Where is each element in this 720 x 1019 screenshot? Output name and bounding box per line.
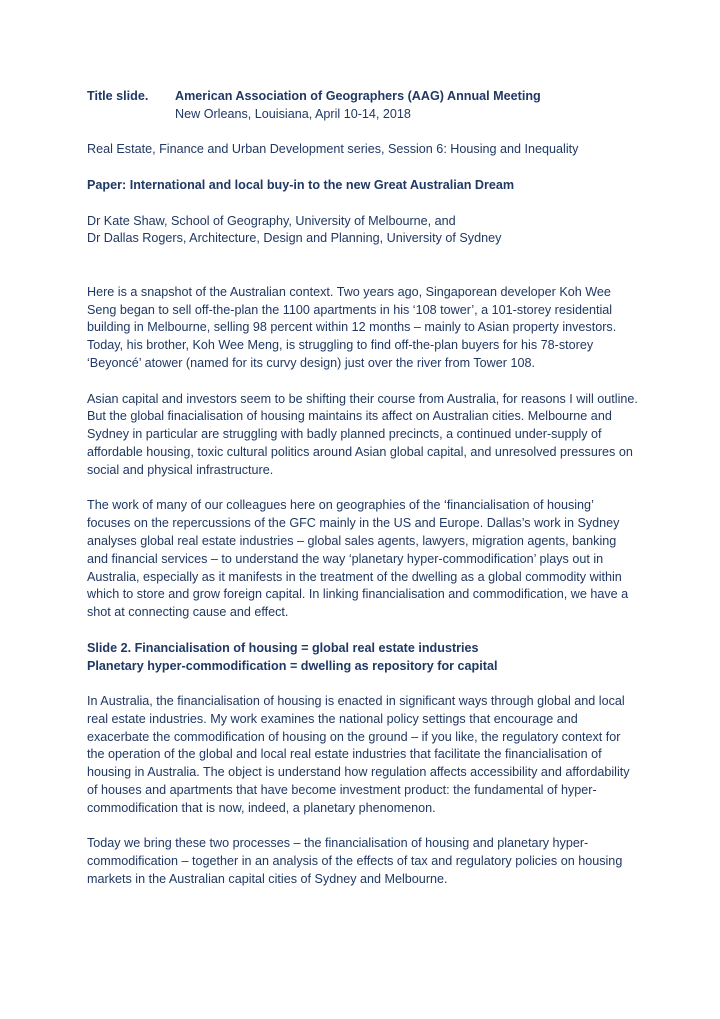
- title-slide-block: [87, 88, 639, 124]
- slide2-heading: [87, 640, 639, 676]
- meeting-location: New Orleans, Louisiana, April 10-14, 2018: [175, 106, 411, 121]
- document-body: [87, 88, 639, 907]
- slide2-heading-line: Planetary hyper-commodification = dwelling as repository for capital: [87, 658, 498, 673]
- body-paragraph: The work of many of our colleagues here on geographies of the ‘financialisation of housing’ focuses on the repercussions of the GFC mainly in the US and Europe. Dallas’s work in Sydney analyses global real estate industries – global sales agents, lawyers, migration agents, banking and financial services – to understand the way ‘planetary hyper-commodification’ plays out in Australia, especially as it manifests in the treatment of the dwelling as a global commodity within which to store and grow foreign capital. In linking financialisation and commodification, we have a shot at connecting cause and effect.: [87, 498, 629, 620]
- paper-title: Paper: International and local buy-in to the new Great Australian Dream: [87, 177, 515, 192]
- body-paragraph: Today we bring these two processes – the financialisation of housing and planetary hyper-commodification – together in an analysis of the effects of tax and regulatory policies on housing markets in the Australian capital cities of Sydney and Melbourne.: [87, 836, 623, 887]
- body-paragraph: Here is a snapshot of the Australian context. Two years ago, Singaporean developer Koh Wee Seng began to sell off-the-plan the 1100 apartments in his ‘108 tower’, a 101-storey residential building in Melbourne, selling 98 percent within 12 months – mainly to Asian property investors. Today, his brother, Koh Wee Meng, is struggling to find off-the-plan buyers for his 78-storey ‘Beyoncé’ atower (named for its curvy design) just over the river from Tower 108.: [87, 284, 617, 370]
- author-line: Dr Dallas Rogers, Architecture, Design and Planning, University of Sydney: [87, 231, 502, 246]
- body-paragraph: Asian capital and investors seem to be shifting their course from Australia, for reasons I will outline. But the global finacialisation of housing maintains its affect on Australian cities. Melbourne and Sydney in particular are struggling with badly planned precincts, a continued under-supply of affordable housing, toxic cultural politics around Asian global capital, and unresolved pressures on social and physical infrastructure.: [87, 391, 638, 477]
- body-paragraph: In Australia, the financialisation of housing is enacted in significant ways through global and local real estate industries. My work examines the national policy settings that encourage and exacerbate the commodification of housing on the ground – if you like, the regulatory context for the operation of the global and local real estate industries that facilitate the financialisation of housing in Australia. The object is understand how regulation affects accessibility and affordability of houses and apartments that have become investment product: the fundamental of hyper-commodification that is now, indeed, a planetary phenomenon.: [87, 694, 630, 815]
- slide2-heading-line: Slide 2. Financialisation of housing = global real estate industries: [87, 640, 479, 655]
- author-line: Dr Kate Shaw, School of Geography, University of Melbourne, and: [87, 213, 456, 228]
- series-line: Real Estate, Finance and Urban Development series, Session 6: Housing and Inequality: [87, 142, 579, 157]
- authors-block: [87, 213, 639, 249]
- title-slide-details: [175, 88, 639, 124]
- meeting-name: American Association of Geographers (AAG) Annual Meeting: [175, 89, 541, 103]
- title-slide-label: Title slide.: [87, 89, 149, 103]
